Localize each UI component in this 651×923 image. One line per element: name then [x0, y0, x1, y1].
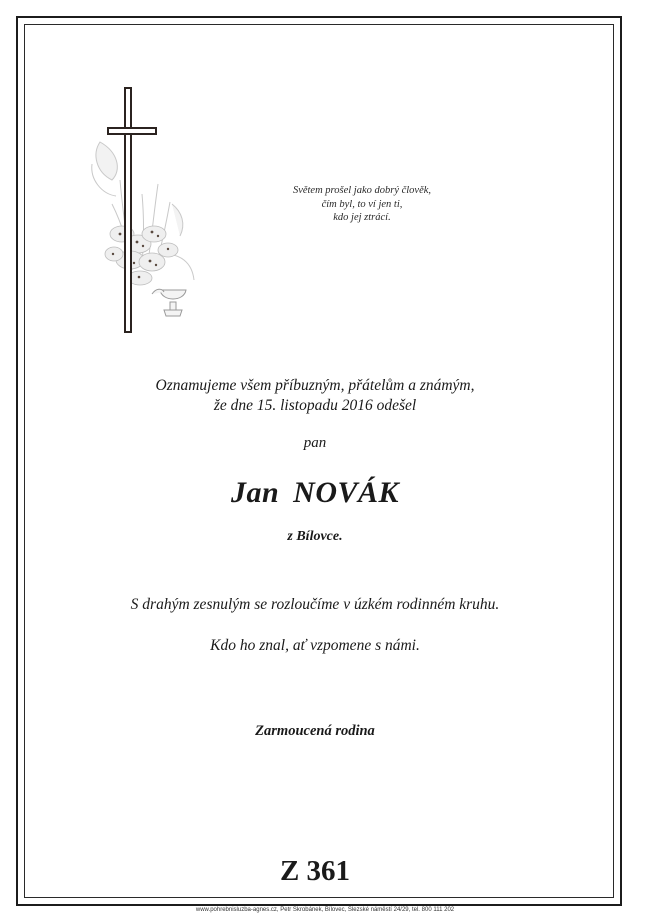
footer-imprint: www.pohrebnisluzba-agnes.cz, Petr Škrobánek, Bílovec, Slezské náměstí 24/29, tel. 800 111 202	[195, 907, 455, 913]
cross-with-lilies-icon	[82, 84, 212, 336]
signature: Zarmoucená rodina	[255, 723, 375, 739]
verse-line: kdo jej ztrácí.	[333, 212, 391, 223]
verse	[262, 184, 462, 225]
remember-text: Kdo ho znal, ať vzpomene s námi.	[210, 637, 420, 654]
verse-line: Světem prošel jako dobrý člověk,	[292, 185, 432, 196]
honorific: pan	[303, 435, 327, 451]
announcement	[60, 376, 570, 416]
notice-code: Z 361	[279, 855, 351, 887]
first-name: Jan	[230, 476, 280, 509]
last-name: NOVÁK	[293, 476, 400, 509]
deceased-name	[60, 476, 570, 510]
verse-line: čím byl, to ví jen ti,	[321, 198, 403, 210]
farewell-text: S drahým zesnulým se rozloučíme v úzkém rodinném kruhu.	[130, 596, 500, 613]
announcement-line: Oznamujeme všem příbuzným, přátelům a známým,	[155, 377, 475, 394]
announcement-line: že dne 15. listopadu 2016 odešel	[213, 397, 417, 414]
origin: z Bílovce.	[287, 529, 343, 544]
